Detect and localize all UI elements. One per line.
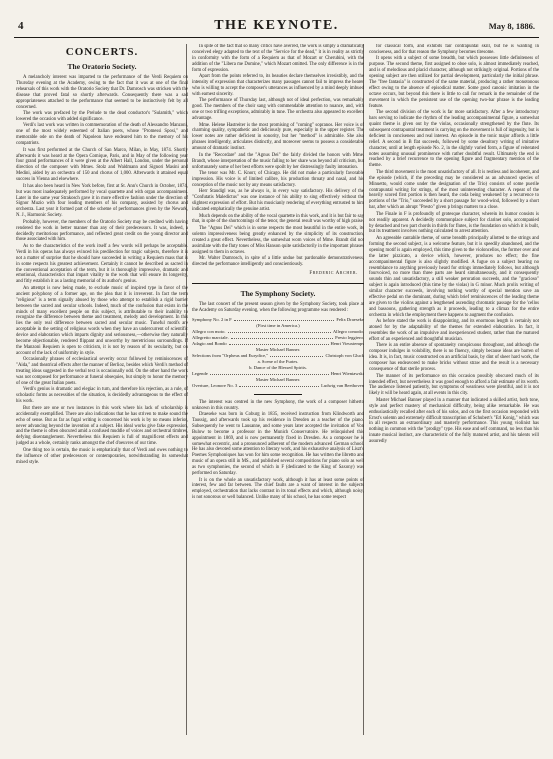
paragraph: Verdi's last work was written in commemoration of the death of Alessandro Manzoni, one of the most widely esteemed of Italian poets, whose "Promessi Sposi," and memorable ode on the death of Napoleon have endeared him to the memory of his compatriots. xyxy=(16,123,188,147)
leader-dots xyxy=(231,335,333,340)
programme-work: Allegretto marciale. xyxy=(192,334,229,340)
paragraph: for classical form, and exhibits fair contrapuntal skill, but he is wanting in conciseness, and for that reason the Symphony becomes tiresome. xyxy=(369,44,539,55)
programme-line: a. Scene of the Furies. xyxy=(257,358,299,364)
paragraph: As to the characteristics of the work itself a few words will perhaps be acceptable. Verdi in his operas has always evinced his predilection for tragic subjects, therefore it is not a matter of surprise that he should have succeeded in writing a Requiem mass that is in some respects his greatest achievement. Certainly it cannot be described as sacred in the conventional acceptation of the term, but it is thoroughly impressive, dramatic and emotional, characteristics that impart vitality to the work that will ensure its longevity, and fitly establish it as a lasting memorial of its author's genius. xyxy=(16,243,188,285)
programme-work: Adagio and Rondo xyxy=(192,340,227,346)
leader-dots xyxy=(270,353,323,358)
programme-line: b. Dance of the Blessed Spirits. xyxy=(249,364,307,370)
leader-dots xyxy=(228,329,331,334)
leader-dots xyxy=(234,317,335,322)
paragraph: It has also been heard in New York before, first at St. Ann's Church in October, 1874, but was most inadequately performed by vocal quartette and with organ accompaniment. Later in the same year Strakosch gave it in more effective fashion under the direction of Signor Muzio with four leading members of his company, assisted by chorus and orchestra. Last year it formed part of the scheme of performances given by the Newark, N. J., Harmonic Society. xyxy=(16,183,188,219)
article-divider xyxy=(192,283,364,284)
paragraph: A melancholy interest was imparted to the performance of the Verdi Requiem on Thursday evening at the Academy, owing to the fact that it was at one of the final rehearsals of this work with the Oratorio Society that Dr. Damrosch was stricken with the disease that proved fatal so shortly afterwards. Consequently there was a sad appropriateness attached to the performance that seemed to be instinctively felt by all concerned. xyxy=(16,75,188,110)
paragraph: Mme. Helene Hastreiter is the most promising of "coming" sopranos. Her voice is of charming quality, sympathetic and deliciously pure, especially in the upper register. The lower notes are rather deficient in sonority, but her "method" is admirable. She also phrases intelligently, articulates distinctly, and moreover seems to possess a considerable amount of dramatic instinct. xyxy=(192,122,364,152)
programme-line xyxy=(192,383,364,389)
programme-work: Overture, Leonore No. 3 xyxy=(192,382,238,388)
newspaper-title: THE KEYNOTE. xyxy=(214,18,339,33)
programme-composer: Presto leggiero. xyxy=(335,334,364,340)
programme-composer: Henri Wieniawski xyxy=(330,370,364,376)
paragraph: Apart from the points referred to, its beauties declare themselves irresistibly, and the intensity of expression that characterizes many passages cannot fail to impress the hearer who is willing to accept the composer's utterances as influenced by a mind deeply imbued with earnest sincerity. xyxy=(192,74,364,97)
column-1 xyxy=(16,44,188,739)
programme-work: Legende xyxy=(192,370,208,376)
programme-line: Master Michael Banner. xyxy=(255,376,301,382)
programme-composer: Christoph von Gluck xyxy=(325,352,364,358)
programme-line: Master Michael Banner. xyxy=(255,346,301,352)
paragraph: The manner of its performance on this occasion possibly obscured much of its intended effect, but nevertheless it was good enough to afford a fair estimate of its worth. The audience listened patiently, but symptoms of weariness were plentiful, and it is not likely it will be heard again, at all events in this city. xyxy=(369,373,539,397)
issue-date: May 8, 1886. xyxy=(488,21,535,31)
paragraph: The third movement is the most unsatisfactory of all. It is restless and incoherent, and the episode (which, if the preceding may be considered as an advanced species of Minuetto, would come under the designation of the Trio) consists of some puerile contrapuntal writing for strings, of the most uninteresting character. A repeat of the heavily scored first portion is then heard, the coda being weakened by a recurrence to portions of the "Trio," succeeded by a short passage for wood-wind, followed by a short bar, after which an abrupt "Presto" given p brings matters to a close. xyxy=(369,169,539,211)
leader-dots xyxy=(229,341,329,346)
paragraph: Mr. Walter Damrosch, in spite of a little undue but pardonable demonstrativeness, directed the performance intelligently and conscientiously. xyxy=(192,256,364,267)
paragraph: The Finale in F is profoundly of grotesque character, wherein its humor consists is not readily apparent. A decidedly commonplace subject for clarinet solo, accompanied by detached and two part chords in thirds for flutes, is the foundation on which it is built, but its treatment involves nothing calculated to arrest attention. xyxy=(369,211,539,235)
paragraph: The performance of Thursday last, although not of ideal perfection, was remarkably good. The members of the choir sang with commendable attention to nuance, and, with one or two trifling exceptions, admirably in tune. The orchestra also appeared to excellent advantage. xyxy=(192,98,364,122)
programme-divider xyxy=(254,394,302,395)
article-body xyxy=(192,400,364,502)
paragraph: Herr Staudigl was, as he always is, in every way satisfactory. His delivery of the "Confutatis Maledictus" was one instance of his ability to sing effectively without the slightest expression of effort. But his musicianly rendering of everything entrusted to him indicated emphatically the genuine artist. xyxy=(192,189,364,213)
paragraph: There is an entire absence of spontaneity conspicuous throughout, and although the composer indulges in volubility, there is no fluency, simply because ideas are barren of idea. It is, in fact, music constructed on an artificial basis, by dint of sheer hard work, the composer has endeavored to make bricks without straw and the result is a necessary consequence of that sterile process. xyxy=(369,343,539,373)
column-2 xyxy=(192,44,364,739)
author-signature: Frederic Archer. xyxy=(309,270,358,276)
programme-composer: Henri Vieuxtemps xyxy=(330,340,364,346)
programme-work: Symphony No. 2 in F xyxy=(192,316,232,322)
paragraph: Draeseke was born in Coburg in 1835, received instruction from Klindworth and Taussig, and afterwards took up his residence in Dresden as a teacher of the piano. Subsequently he went to Lausanne, and some years later accepted the invitation of Von Bulow to become a professor in the Munich Conservatoire. He relinquished this appointment in 1869, and is now permanently fixed in Dresden. As a composer he is somewhat eccentric, and a pronounced adherent of the modern advanced German school. He has also devoted some attention to literary work, and his exhaustive analysis of Liszt's Poemes Symphoniques has won for him some recognition. He has written the libretto and music of an opera still in MS., and published several compositions for piano solo as well as two symphonies, the second of which in F (dedicated to the King of Saxony) was performed on Saturday. xyxy=(192,412,364,477)
masthead xyxy=(14,20,539,36)
paragraph: Much depends on the ability of the vocal quartette in this work, and it is but fair to say that, in spite of the shortcomings of the tenor, the general result was worthy of high praise. xyxy=(192,213,364,225)
article-title-oratorio-society: The Oratorio Society. xyxy=(67,62,137,71)
programme-work: Selections from "Orpheus and Eurydice," xyxy=(192,352,269,358)
article-title-symphony-society: The Symphony Society. xyxy=(240,288,316,298)
paragraph: Occasionally phrases of ecclesiastical severity occur followed by reminiscences of "Aida," and theatrical effects after the manner of Berlioz, besides which Verdi's method of treating ideas suggested in the verbal text is occasionally odd. On the other hand the work was not composed for performance at funeral obsequies, but simply to honor the memory of one of the great Italian poets. xyxy=(16,357,188,386)
programme-composer: Allegro comodo. xyxy=(332,328,364,334)
article-body xyxy=(369,44,539,445)
page-number: 4 xyxy=(18,20,24,32)
paragraph: Verdi's genius is dramatic and elegiac in turn, and therefore his rejection, as a rule, of scholastic forms as necessities of the situation, is decidedly advantageous to the effect of his work. xyxy=(16,387,188,405)
paragraph: The work was prefaced by the Prelude to the dead conductor's "Sulamith," which lowered the occasion with added significance. xyxy=(16,111,188,122)
paragraph: As before stated the work is disappointing, and its enormous length is certainly not atoned for by the adaptability of the themes for extended elaboration. In fact, it resembles the work of an impulsive and inexperienced student, rather than the matured effort of an experienced and thoughtful musician. xyxy=(369,319,539,342)
section-title-concerts: CONCERTS. xyxy=(65,46,139,58)
paragraph: It was first performed at the Church of San Marco, Milan, in May, 1874. Shortly afterwards it was heard at the Opera Comique, Paris, and in May of the following year four grand performances of it were given at the Albert Hall, London, under the personal direction of the composer with Mmes. Stolz and Waldmann and Signori Masini and Medini, aided by an orchestra of 150 and chorus of 1,000. Afterwards it attained equal success in Vienna and elsewhere. xyxy=(16,147,188,183)
masthead-rule xyxy=(14,37,539,38)
programme-work: Allegro con moto. xyxy=(192,328,226,334)
programme-composer: Ludwig van Beethoven xyxy=(321,382,364,388)
paragraph: It opens with a subject of some breadth, but which possesses little definiteness of purpose. The second theme, first assigned to oboe solo, is almost immediately reached, and is of melodious and placid character, although not strikingly original. Portions of the opening subject are then utilized for partial development, particularly the initial phrase. The "free fantasia" is constructed of the same material, producing a rather monotonous effect owing to the absence of episodical matter. Some good canonic imitation in the octave occurs, but beyond this there is little to call for remark in the remainder of the movement in which the persistent use of the opening two-bar phrase is the leading feature. xyxy=(369,56,539,109)
article-intro: The last concert of the present season given by the Symphony Society, took place at the Academy on Saturday evening, when the following programme was rendered : xyxy=(192,301,364,313)
paragraph: An agreeable cantabile theme, of some breadth principally allotted to the strings and forming the second subject, is a welcome feature, but it is speedily abandoned, and the opening motif is again employed, this time given to the violoncellos, the former over and the latter pizzicato, a device which, however, produces no effect; the fine accompanimental figure is also slightly modified. A fugue on a subject bearing no resemblance to anything previously heard for strings immediately follows, but although fourvoiced, no more than three parts are heard simultaneously, and it consequently sounds thin and unsatisfactory, a still weaker peroration succeeds, and the "gracioso" subject is again introduced (this time by the violas) in G minor. Much prolix writing of similar character succeeds, involving nothing worthy of special mention save an effective pedal on the dominant, during which brief reminiscences of the leading theme are given to the violins against a lengthened ascending chromatic passage for the 'cellos and bassoons, gathering strength as it proceeds, leading to a climax for the entire orchestra in which the employment there happens to augment the confusion. xyxy=(369,235,539,318)
programme-line: (First time in America.) xyxy=(256,322,300,328)
programme-composer: Felix Draeseke xyxy=(336,316,364,322)
paragraph: But there are one or two instances in this work where his lack of scholarship is accidentally exemplified. There are also indications that he has striven to make sound the echo of sense. But as far as fugal writing is concerned his work is by no means inferior, never advancing beyond the invention of a subject. His ideal works give fake expression, and the theme is often obscured amid a confused muddle of voices and orchestral timbres, defying disentanglement. Nevertheless this Requiem is full of magnificent effects and judged as a whole, certainly ranks amongst the chef d'oeuvres of our time. xyxy=(16,405,188,447)
paragraph: The tenor was Mr. C. Knorr, of Chicago. He did not make a particularly favorable impression. His voice is of limited calibre, his production throaty and nasal, and his conception of the music not by any means satisfactory. xyxy=(192,171,364,188)
paragraph: In the "Recordare" and the "Agnus Dei" the fairly divided the honors with Mme. Brandt, whose interpretation of the music falling to her share was beyond all criticism, but unfortunately some of her best efforts were spoilt by her distressingly faulty intonation. xyxy=(192,152,364,170)
paragraph: Probably, however, the members of the Oratorio Society may be credited with having rendered the work in better manner than any of their predecessors. It was, indeed, a decidedly meritorious performance, and reflected great credit on the young director and those associated with him. xyxy=(16,219,188,243)
leader-dots xyxy=(210,371,329,376)
article-body xyxy=(16,75,188,465)
paragraph: It is on the whole an unsatisfactory work, although it has at least some points of interest, few and far between. The chief faults are a want of interest in the subjects employed, orchestration that lacks contrast in its tonal effects and which, although noisy, is not sonorous or well balanced. Unlike many of his school, he has some respect xyxy=(192,477,364,501)
paragraph: In spite of the fact that so many critics have averred, the work is simply a dramatically conceived elegy adapted to the text of the "Service for the dead," it is in reality as strictly in conformity with the form of a Requiem as that of Mozart or Cherubini, with the addition of the "Libera me Domine," which Mozart omitted. The only difference is in the form of expression. xyxy=(192,44,364,73)
paragraph: An attempt is now being made, to exclude music of inspired type in favor of the ancient polyphony of a former age, on the plea that it is irreverent. In fact the term "religious" is a term signally abused by those who attempt to establish a rigid barrier between the sacred and secular schools. Indeed, much of the confusion that exists in the minds of many excellent people on this subject, is attributable to their inability to recognize the difference between theme and treatment, melody and development. In this lies the only real difference between sacred and secular music. Tuneful motifs are acceptable in the setting of religious words when they have an undercurrent of scientific device and elaboration which imparts dignity and seriousness,—otherwise they naturally become objectionable, rendered flippant and unworthy by meretricious surroundings. If the Manzoni Requiem is open to criticism, it is not by reason of its secularity, but on account of the lack of uniformity in style. xyxy=(16,285,188,356)
leader-dots xyxy=(239,383,319,388)
paragraph: The second division of the work is far more satisfactory. After a few introductory bars serving to indicate the rhythm of the leading accompanimental figure, a somewhat quaint theme is given out by the violas, occasionally strengthened by the flute. Its subsequent contrapuntal treatment is carrying on the movement is full of ingenuity, but is deficient in conciseness and real interest. An episode in the tonic major affords a little relief. A second in B flat succeeds, followed by some desultory writing of imitative character, until at length episode No. 2, in the slightly varied form, a figure of reiterated notes assuming unusual prominence with rather doubtful result. Ultimately the end is reached by a brief recurrence to the opening figure and fragmentary mention of the theme. xyxy=(369,110,539,169)
paragraph: The "Agnus Dei" which is in some respects the most beautiful in the entire work, its solemn impressiveness being greatly enhanced by the simplicity of its construction, created a great effect. Nevertheless, the somewhat worn voices of Mme. Brandt did not assimilate with the fluty tones of Miss Hanson quite satisfactorily in the important phrases assigned to them in octaves. xyxy=(192,225,364,255)
paragraph: Master Michael Banner played in a manner that indicated a skilled artist, both tone, style and perfect mastery of mechanical difficulty, being alike remarkable. He was enthusiastically recalled after each of his solos, and on the first occasion responded with Ernst's solemn and extremely difficult transcription of Schubert's "Erl Konig," which was in all respects an extraordinary and masterly performance. This young violinist has nothing in common with the "prodigy" type. His ease and self command, no less than his innate musical instinct, are characteristic of the fully matured artist, and his talents will assuredly xyxy=(369,397,539,445)
paragraph: One thing too is certain, the music is emphatically that of Verdi and owes nothing to the influence of other predecessors or contemporaries, notwithstanding its somewhat mixed style. xyxy=(16,447,188,465)
article-body xyxy=(192,44,364,268)
concert-programme xyxy=(192,317,364,389)
paragraph: The interest was centred in the new Symphony, the work of a composer hitherto unknown in this country. xyxy=(192,399,364,411)
column-3 xyxy=(369,44,539,739)
